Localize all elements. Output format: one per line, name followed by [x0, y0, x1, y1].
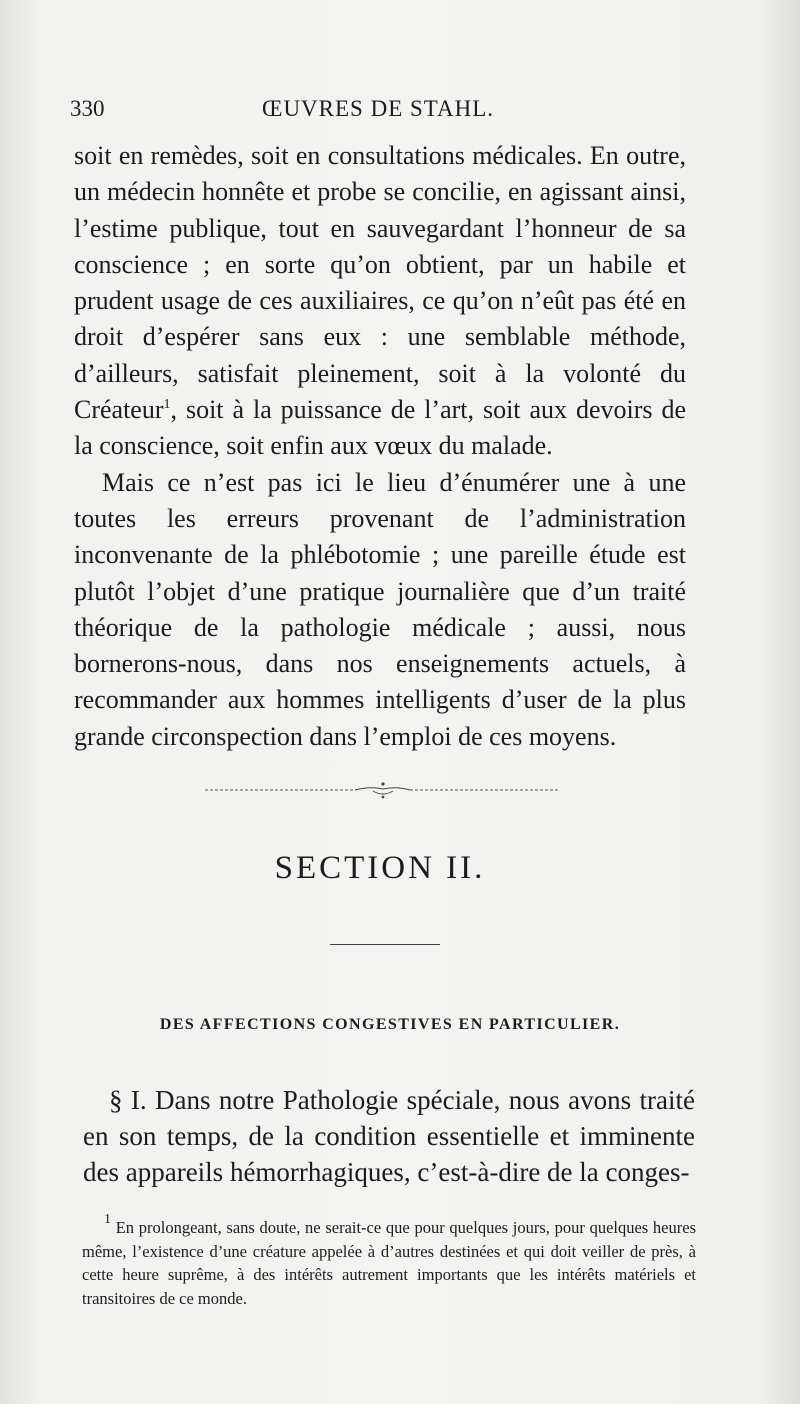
decorative-divider-ornament: [205, 778, 560, 802]
paragraph-1: [74, 138, 686, 465]
section-heading: SECTION II.: [274, 850, 486, 886]
footnote-marker: 1: [104, 1212, 111, 1227]
section-subheading: DES AFFECTIONS CONGESTIVES EN PARTICULIER.: [159, 1016, 621, 1033]
heading-rule: [330, 944, 440, 945]
footnote-text: En prolongeant, sans doute, ne serait-ce que pour quelques jours, pour quelques heures même, l’existence d’une créature appelée à d’autres destinées et qui doit veiller de près, à cette heure suprême, à des intérêts autrement importants que les intérêts matériels et transitoires de ce monde.: [82, 1218, 696, 1308]
footnote: [82, 1212, 696, 1310]
footnote-reference: 1: [163, 397, 171, 413]
paragraph-1-end: , soit à la puissance de l’art, soit aux devoirs de la conscience, soit enfin aux vœux du malade.: [74, 395, 686, 461]
paragraph-2: Mais ce n’est pas ici le lieu d’énumérer une à une toutes les erreurs provenant de l’administration inconvenante de la phlébotomie ; une pareille étude est plutôt l’objet d’une pratique journalière que d’un traité théorique de la pathologie médicale ; aussi, nous bornerons-nous, dans nos enseignements actuels, à recommander aux hommes intelligents d’user de la plus grande circonspection dans l’emploi de ces moyens.: [74, 467, 686, 751]
running-title: ŒUVRES DE STAHL.: [262, 96, 495, 121]
page-number: 330: [70, 96, 105, 121]
paragraph-1-text: soit en remèdes, soit en consultations médicales. En outre, un médecin honnête et probe se concilie, en agissant ainsi, l’estime publique, tout en sauvegardant l’honneur de sa conscience ; en sorte qu’on obtient, par un habile et prudent usage de ces auxiliaires, ce qu’on n’eût pas été en droit d’espérer sans eux : une semblable méthode, d’ailleurs, satisfait pleinement, soit à la volonté du Créateur: [74, 141, 686, 425]
page-header: [70, 96, 695, 126]
section-paragraph: § I. Dans notre Pathologie spéciale, nous avons traité en son temps, de la condition essentielle et imminente des appareils hémorrhagiques, c’est-à-dire de la conges-: [83, 1085, 695, 1187]
body-text: [74, 138, 686, 755]
